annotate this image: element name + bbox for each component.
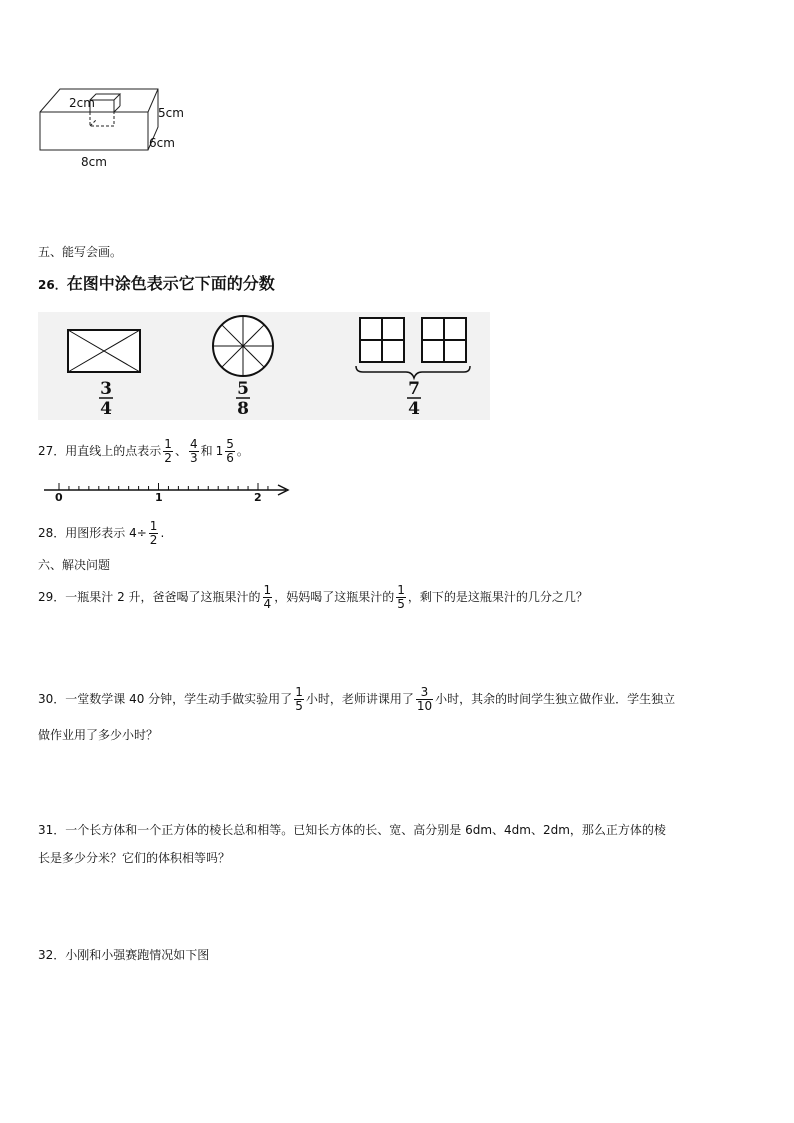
question-number: 28．	[38, 526, 66, 540]
fraction-denominator: 4	[408, 399, 420, 419]
mixed-whole: 1	[215, 444, 224, 458]
fraction-numerator: 5	[226, 436, 234, 451]
tick-label-1: 1	[155, 491, 163, 504]
fraction-denominator: 2	[149, 532, 158, 547]
fraction-denominator: 5	[295, 698, 303, 713]
question-number: 26．	[38, 278, 67, 292]
question-32	[38, 947, 209, 963]
fraction	[416, 686, 433, 713]
fraction-numerator: 7	[408, 379, 420, 399]
label-8cm: 8cm	[81, 155, 107, 169]
question-28	[38, 514, 164, 552]
question-text: 小刚和小强赛跑情况如下图	[65, 948, 210, 962]
fraction-numerator: 5	[237, 379, 249, 399]
question-number: 31．	[38, 823, 66, 837]
question-text: 一个长方体和一个正方体的棱长总和相等。已知长方体的长、宽、高分别是 6dm、4dm、2dm，那么正方体的棱	[65, 823, 666, 837]
fraction	[189, 438, 199, 465]
fraction-numerator: 3	[100, 379, 112, 399]
question-number: 30．	[38, 692, 66, 706]
conjunction: 和	[200, 444, 213, 458]
fraction-denominator: 2	[164, 450, 172, 465]
fraction-denominator: 8	[237, 399, 249, 419]
question-number: 27．	[38, 444, 66, 458]
fraction-denominator: 3	[189, 450, 198, 465]
section-heading-6: 六、解决问题	[38, 558, 111, 572]
sentence-end: .	[160, 526, 165, 540]
fraction-denominator: 5	[397, 596, 405, 611]
question-number: 29．	[38, 590, 66, 604]
question-text: 用图形表示 4÷	[65, 526, 147, 540]
label-2cm: 2cm	[69, 96, 95, 110]
fraction-denominator: 10	[416, 698, 433, 713]
question-26	[38, 276, 275, 293]
fraction	[225, 438, 235, 465]
question-text: 一堂数学课 40 分钟，学生动手做实验用了	[65, 692, 293, 706]
question-31	[38, 822, 666, 838]
question-30	[38, 680, 675, 718]
fraction-numerator: 4	[189, 436, 198, 451]
fraction	[263, 584, 273, 611]
question-29	[38, 578, 588, 616]
question-text: ，剩下的是这瓶果汁的几分之几？	[407, 590, 588, 604]
tick-label-0: 0	[55, 491, 63, 504]
label-5cm: 5cm	[158, 106, 184, 120]
question-text: 小时，其余的时间学生独立做作业．学生独立	[435, 692, 676, 706]
label-6cm: 6cm	[149, 136, 175, 150]
fraction-numerator: 3	[420, 684, 429, 699]
cuboid-figure	[30, 84, 190, 174]
fraction-numerator: 1	[397, 582, 405, 597]
fraction	[396, 584, 406, 611]
shading-figures	[38, 312, 490, 420]
fraction	[163, 438, 173, 465]
question-text: 在图中涂色表示它下面的分数	[66, 274, 275, 293]
fraction-denominator: 4	[263, 596, 272, 611]
fraction-numerator: 1	[164, 436, 172, 451]
fraction	[149, 520, 159, 547]
separator: 、	[174, 444, 187, 458]
question-text: 小时，老师讲课用了	[305, 692, 414, 706]
fraction-numerator: 1	[263, 582, 272, 597]
question-number: 32．	[38, 948, 66, 962]
fraction-denominator: 6	[226, 450, 234, 465]
question-31-line-2: 长是多少分米？它们的体积相等吗？	[38, 851, 231, 865]
question-text: ，妈妈喝了这瓶果汁的	[274, 590, 395, 604]
section-heading-5: 五、能写会画。	[38, 245, 123, 259]
sentence-end: 。	[236, 444, 249, 458]
fraction-denominator: 4	[100, 399, 112, 419]
question-27	[38, 432, 249, 470]
question-text: 一瓶果汁 2 升，爸爸喝了这瓶果汁的	[65, 590, 261, 604]
fraction-numerator: 1	[149, 518, 158, 533]
fraction-numerator: 1	[295, 684, 303, 699]
question-30-line-2: 做作业用了多少小时？	[38, 728, 159, 742]
question-text: 用直线上的点表示	[65, 444, 162, 458]
tick-label-2: 2	[254, 491, 262, 504]
fraction	[294, 686, 304, 713]
